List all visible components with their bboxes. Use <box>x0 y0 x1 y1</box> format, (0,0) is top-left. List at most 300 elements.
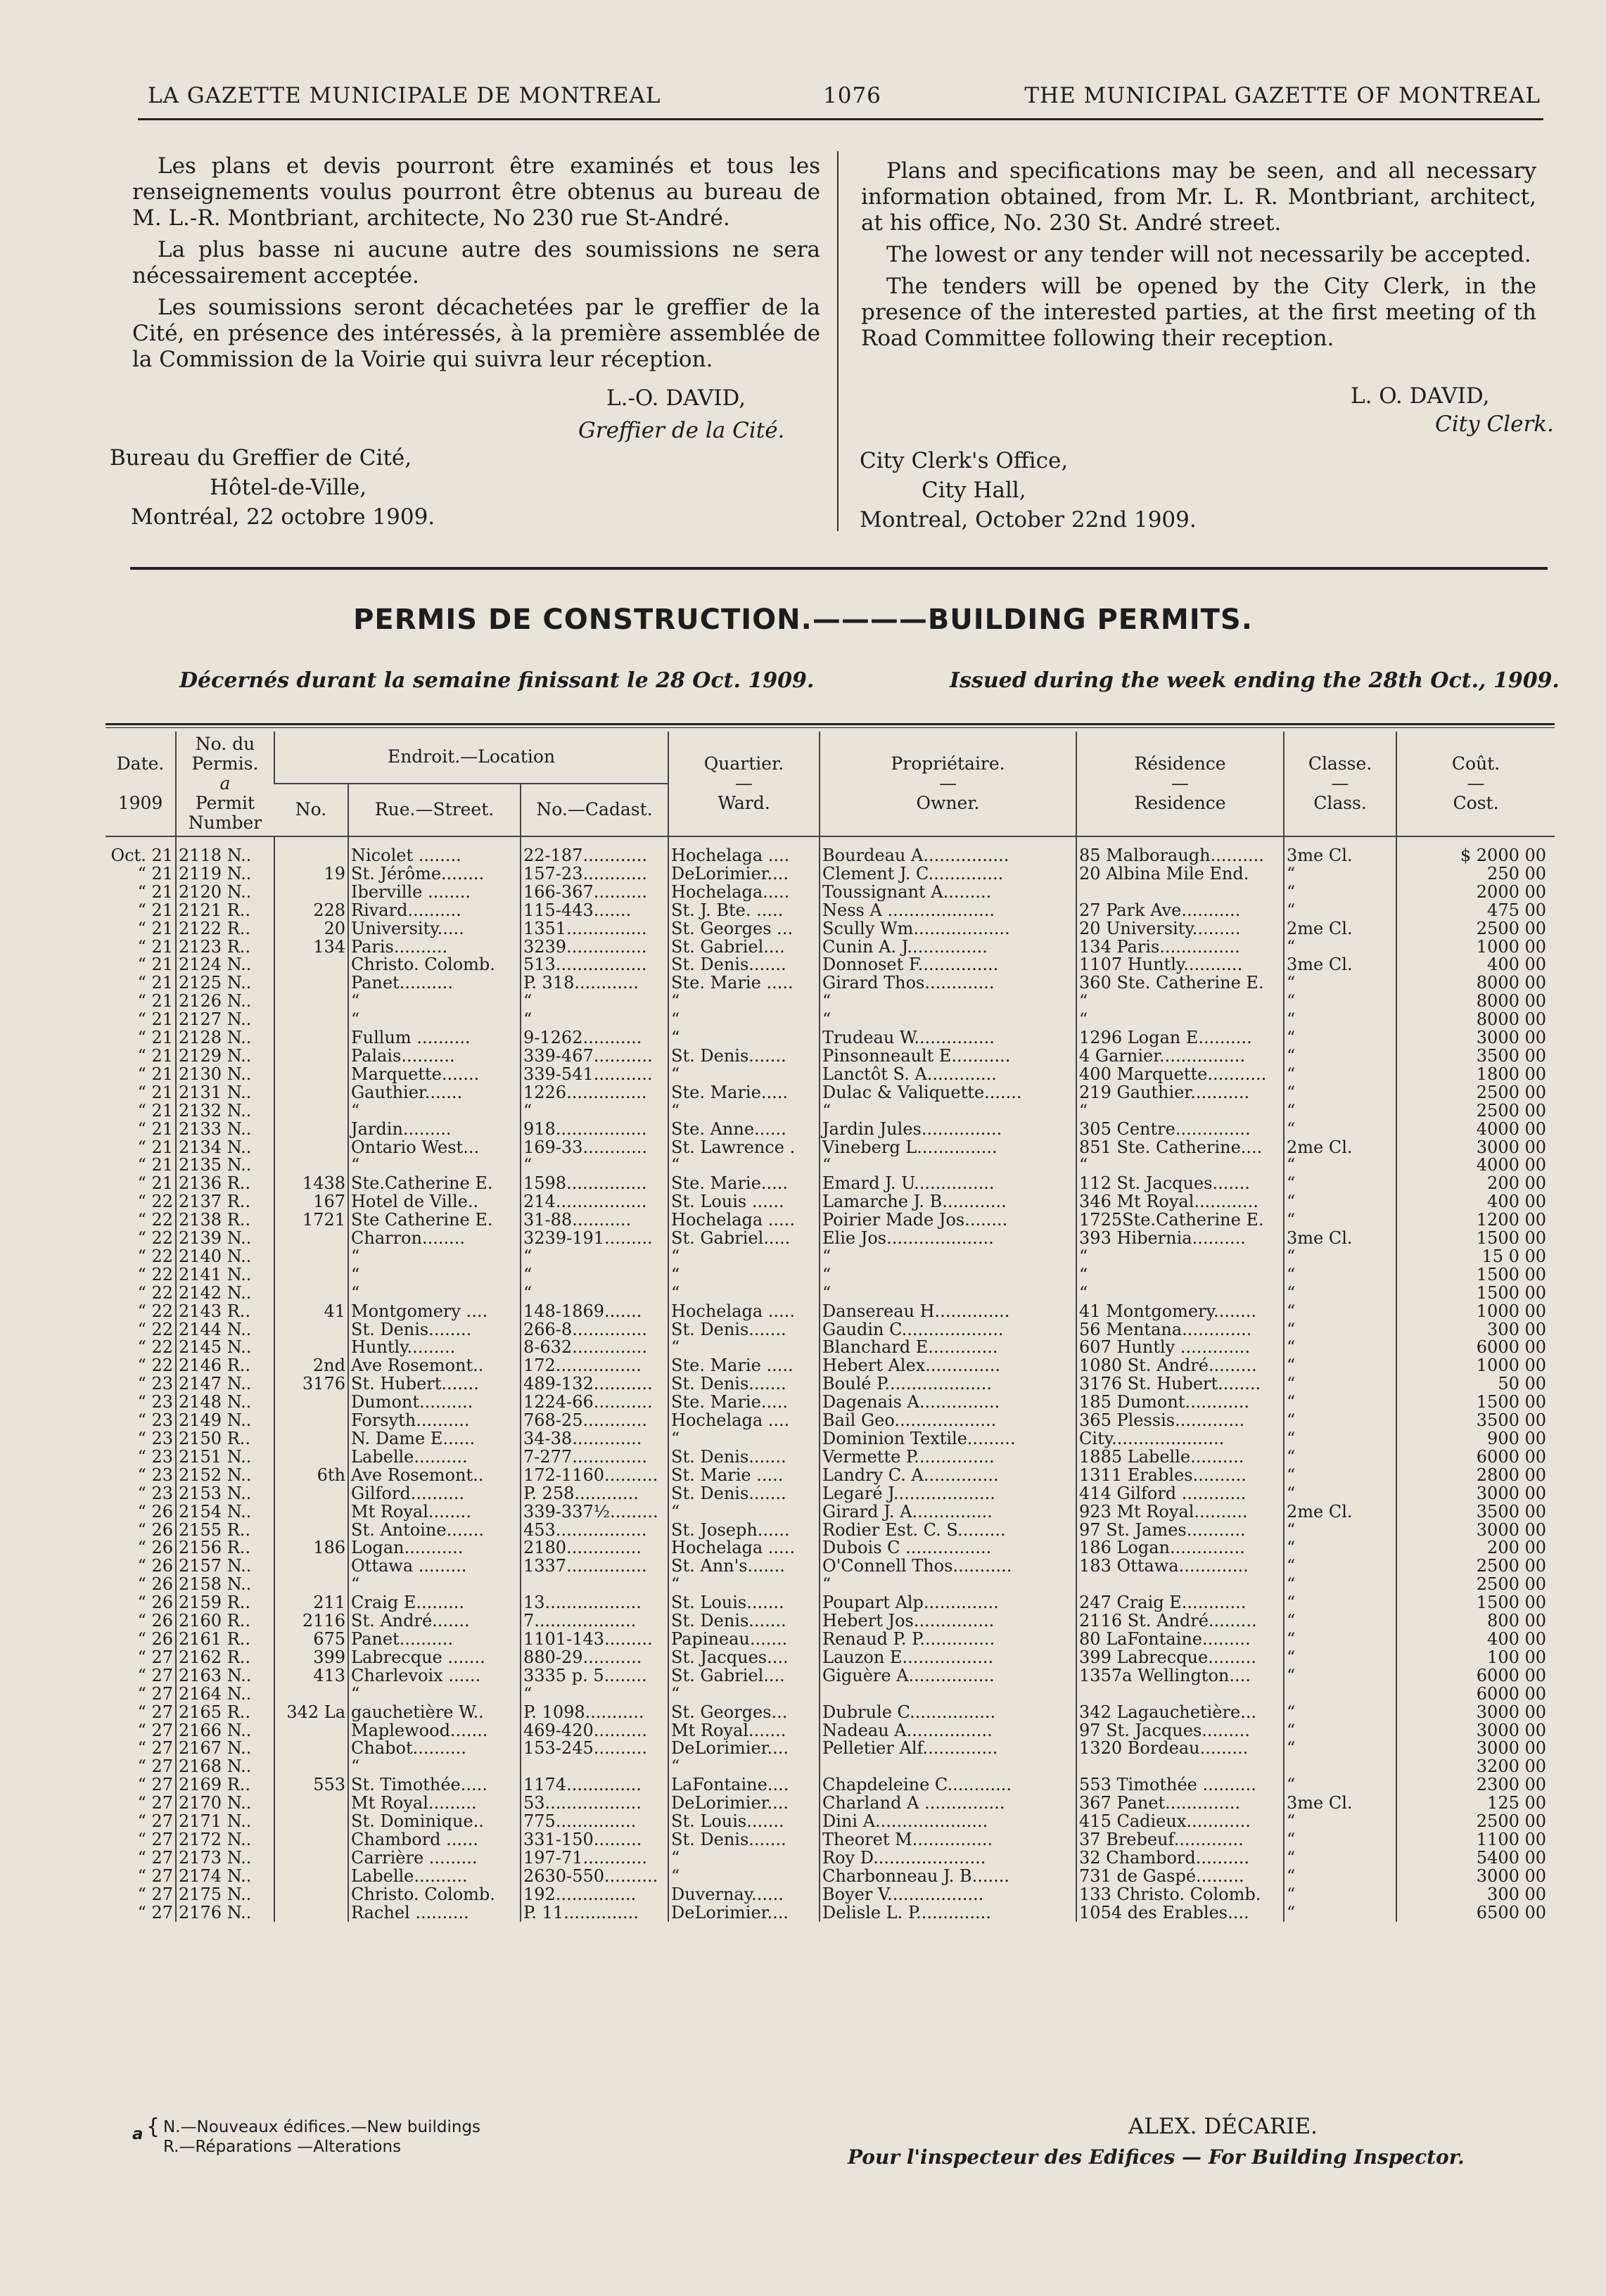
cell-street: “ <box>348 1284 521 1303</box>
cell-cadastre: 2180.............. <box>521 1539 668 1557</box>
cell-owner: “ <box>820 1284 1076 1303</box>
cell-residence: 41 Montgomery........ <box>1076 1303 1284 1321</box>
cell-cadastre: 339-337½......... <box>521 1503 668 1522</box>
cell-residence <box>1076 1685 1284 1704</box>
cell-number <box>274 1102 348 1121</box>
header-date: Date. 1909 <box>106 732 176 836</box>
cell-residence: 731 de Gaspé......... <box>1076 1868 1284 1886</box>
cell-date: “ 27 <box>137 1903 173 1922</box>
cell-cost: 6000 00 <box>1396 1339 1555 1357</box>
header-french-title: LA GAZETTE MUNICIPALE DE MONTREAL <box>148 83 661 108</box>
cell-date: “ 27 <box>137 1648 173 1667</box>
cell-date: “ 22 <box>137 1320 173 1339</box>
cell-owner: Girard Thos............. <box>820 974 1076 993</box>
cell-class: “ <box>1284 1886 1396 1904</box>
cell-ward: St. Denis....... <box>668 1047 820 1066</box>
english-paragraph-2: The lowest or any tender will not necessarily be accepted. <box>886 242 1531 267</box>
cell-street: N. Dame E...... <box>348 1430 521 1448</box>
cell-date: “ 22 <box>137 1357 173 1376</box>
cell-street: “ <box>348 1102 521 1121</box>
cell-date: “ 21 <box>137 901 173 920</box>
cell-ward: DeLorimier.... <box>668 865 820 884</box>
cell-residence: 133 Christo. Colomb. <box>1076 1886 1284 1904</box>
cell-permit: 2118 N.. <box>176 836 274 865</box>
table-row <box>106 1375 1555 1393</box>
cell-cost: 8000 00 <box>1396 993 1555 1011</box>
cell-permit: 2170 N.. <box>176 1794 274 1813</box>
english-signer-title: City Clerk. <box>1435 412 1554 437</box>
table-row <box>106 920 1555 938</box>
cell-permit: 2140 N.. <box>176 1248 274 1266</box>
cell-class: “ <box>1284 1467 1396 1485</box>
cell-cost: 100 00 <box>1396 1649 1555 1667</box>
cell-cadastre: “ <box>521 1156 668 1175</box>
table-row <box>106 1193 1555 1211</box>
cell-ward: “ <box>668 1576 820 1594</box>
cell-street: Labelle.......... <box>348 1448 521 1467</box>
cell-owner <box>820 1685 1076 1704</box>
cell-class: “ <box>1284 1284 1396 1303</box>
cell-date: Oct. 21 <box>110 846 173 865</box>
cell-street: Christo. Colomb. <box>348 956 521 974</box>
cell-cost: 6500 00 <box>1396 1904 1555 1922</box>
cell-class: “ <box>1284 1539 1396 1557</box>
inspector-title: Pour l'inspecteur des Edifices — For Building Inspector. <box>848 2145 1465 2169</box>
cell-ward: Hochelaga .... <box>668 1412 820 1430</box>
cell-residence: 1054 des Erables.... <box>1076 1904 1284 1922</box>
cell-ward: Ste. Anne...... <box>668 1121 820 1139</box>
cell-cost: 3200 00 <box>1396 1758 1555 1776</box>
cell-cost: 3000 00 <box>1396 1029 1555 1047</box>
cell-number <box>274 1321 348 1339</box>
cell-owner <box>820 1758 1076 1776</box>
cell-permit: 2141 N.. <box>176 1266 274 1284</box>
cell-cadastre: 2630-550.......... <box>521 1868 668 1886</box>
cell-street: Montgomery .... <box>348 1303 521 1321</box>
cell-permit: 2160 R.. <box>176 1612 274 1631</box>
cell-date: “ 26 <box>137 1557 173 1576</box>
cell-residence: 367 Panet.............. <box>1076 1794 1284 1813</box>
cell-cost: 1000 00 <box>1396 1357 1555 1375</box>
cell-permit: 2132 N.. <box>176 1102 274 1121</box>
cell-cost: 2300 00 <box>1396 1776 1555 1794</box>
cell-owner: Hebert Jos............... <box>820 1612 1076 1631</box>
cell-owner: Pelletier Alf.............. <box>820 1740 1076 1758</box>
cell-date: “ 21 <box>137 1120 173 1139</box>
cell-class: “ <box>1284 1266 1396 1284</box>
cell-owner: Vermette P............... <box>820 1448 1076 1467</box>
cell-cost: 2500 00 <box>1396 1557 1555 1576</box>
cell-cadastre: 339-541........... <box>521 1066 668 1084</box>
cell-class: “ <box>1284 1193 1396 1211</box>
cell-residence <box>1076 1758 1284 1776</box>
cell-permit: 2157 N.. <box>176 1557 274 1576</box>
table-row <box>106 1357 1555 1375</box>
cell-class <box>1284 1758 1396 1776</box>
cell-residence: 553 Timothée .......... <box>1076 1776 1284 1794</box>
cell-permit: 2138 R.. <box>176 1211 274 1230</box>
cell-street: St. Hubert....... <box>348 1375 521 1393</box>
table-row <box>106 1649 1555 1667</box>
cell-cost: 200 00 <box>1396 1175 1555 1193</box>
cell-date: “ 21 <box>137 1011 173 1030</box>
cell-cost: 1000 00 <box>1396 938 1555 957</box>
cell-ward: “ <box>668 1685 820 1704</box>
cell-street: Marquette....... <box>348 1066 521 1084</box>
cell-number <box>274 1029 348 1047</box>
cell-class: “ <box>1284 1011 1396 1029</box>
cell-permit: 2143 R.. <box>176 1303 274 1321</box>
cell-permit: 2130 N.. <box>176 1066 274 1084</box>
cell-owner: Dini A..................... <box>820 1813 1076 1831</box>
english-paragraph-3: The tenders will be opened by the City Clerk, in the presence of the interested parties, at the first meeting of th Road Committee following their reception. <box>861 274 1536 351</box>
cell-street: St. Denis........ <box>348 1321 521 1339</box>
cell-date: “ 26 <box>137 1539 173 1558</box>
cell-class: “ <box>1284 1121 1396 1139</box>
cell-owner: Nadeau A................ <box>820 1722 1076 1740</box>
cell-street: Jardin......... <box>348 1121 521 1139</box>
cell-owner: Toussignant A......... <box>820 884 1076 902</box>
cell-cadastre: 513................. <box>521 956 668 974</box>
cell-residence: 342 Lagauchetière... <box>1076 1704 1284 1722</box>
cell-class: “ <box>1284 1667 1396 1685</box>
cell-cadastre: 214................. <box>521 1193 668 1211</box>
header-number: No. <box>274 784 348 837</box>
cell-permit: 2161 R.. <box>176 1631 274 1649</box>
cell-class: 3me Cl. <box>1284 1230 1396 1248</box>
cell-date: “ 27 <box>137 1794 173 1813</box>
cell-residence: 414 Gilford ............ <box>1076 1485 1284 1503</box>
table-row <box>106 1393 1555 1412</box>
cell-cadastre: 197-71............ <box>521 1849 668 1868</box>
cell-cadastre: 53.................. <box>521 1794 668 1813</box>
cell-date: “ 27 <box>137 1813 173 1831</box>
cell-ward: “ <box>668 1758 820 1776</box>
cell-cadastre: 339-467........... <box>521 1047 668 1066</box>
french-signer: L.-O. DAVID, <box>606 385 746 411</box>
cell-ward: St. Lawrence . <box>668 1139 820 1157</box>
cell-date: “ 27 <box>137 1849 173 1868</box>
french-paragraph-2: La plus basse ni aucune autre des soumissions ne sera nécessairement acceptée. <box>132 237 820 288</box>
cell-street: Craig E......... <box>348 1594 521 1612</box>
cell-class: 2me Cl. <box>1284 920 1396 938</box>
header-cost: Coût. — Cost. <box>1396 732 1555 836</box>
cell-permit: 2153 N.. <box>176 1485 274 1503</box>
header-english-title: THE MUNICIPAL GAZETTE OF MONTREAL <box>1024 83 1541 108</box>
cell-cost: 1000 00 <box>1396 1303 1555 1321</box>
cell-street: St. Timothée..... <box>348 1776 521 1794</box>
cell-date: “ 21 <box>137 1029 173 1047</box>
table-row <box>106 1886 1555 1904</box>
cell-date: “ 27 <box>137 1685 173 1704</box>
cell-cost: 300 00 <box>1396 1321 1555 1339</box>
table-row <box>106 1467 1555 1485</box>
cell-number: 2116 <box>274 1612 348 1631</box>
cell-permit: 2128 N.. <box>176 1029 274 1047</box>
cell-cadastre: 7................... <box>521 1612 668 1631</box>
cell-number <box>274 956 348 974</box>
cell-number: 228 <box>274 902 348 920</box>
cell-cost: 50 00 <box>1396 1375 1555 1393</box>
cell-ward: Mt Royal....... <box>668 1722 820 1740</box>
cell-street: Iberville ........ <box>348 884 521 902</box>
cell-street: Labelle.......... <box>348 1868 521 1886</box>
cell-cadastre: 169-33............ <box>521 1139 668 1157</box>
cell-class: “ <box>1284 1776 1396 1794</box>
cell-ward: DeLorimier.... <box>668 1794 820 1813</box>
cell-permit: 2144 N.. <box>176 1321 274 1339</box>
cell-date: “ 21 <box>137 1102 173 1121</box>
table-row <box>106 1868 1555 1886</box>
cell-owner: Charbonneau J. B....... <box>820 1868 1076 1886</box>
cell-ward: “ <box>668 1430 820 1448</box>
cell-residence: 365 Plessis............. <box>1076 1412 1284 1430</box>
cell-owner: “ <box>820 1248 1076 1266</box>
cell-ward: St. Denis....... <box>668 956 820 974</box>
english-office-line-2: City Hall, <box>922 478 1026 503</box>
table-row <box>106 1813 1555 1831</box>
cell-residence: 1357a Wellington.... <box>1076 1667 1284 1685</box>
cell-number: 1438 <box>274 1175 348 1193</box>
cell-number: 2nd <box>274 1357 348 1375</box>
cell-ward: Hochelaga ..... <box>668 1211 820 1230</box>
cell-class: “ <box>1284 902 1396 920</box>
cell-street: St. Antoine....... <box>348 1522 521 1540</box>
table-row <box>106 1448 1555 1467</box>
cell-owner: Hebert Alex.............. <box>820 1357 1076 1375</box>
cell-date: “ 27 <box>137 1830 173 1849</box>
cell-owner: Rodier Est. C. S......... <box>820 1522 1076 1540</box>
cell-ward: “ <box>668 1339 820 1357</box>
cell-cost: 250 00 <box>1396 865 1555 884</box>
cell-residence: “ <box>1076 1284 1284 1303</box>
cell-ward: “ <box>668 1156 820 1175</box>
cell-permit: 2162 R.. <box>176 1649 274 1667</box>
cell-owner: Lamarche J. B............ <box>820 1193 1076 1211</box>
cell-number <box>274 1722 348 1740</box>
cell-residence: “ <box>1076 993 1284 1011</box>
cell-street: Panet.......... <box>348 974 521 993</box>
cell-cost: 200 00 <box>1396 1539 1555 1557</box>
cell-class: “ <box>1284 1868 1396 1886</box>
cell-class: “ <box>1284 1722 1396 1740</box>
cell-ward: Hochelaga ..... <box>668 1303 820 1321</box>
cell-number: 413 <box>274 1667 348 1685</box>
cell-class: “ <box>1284 1631 1396 1649</box>
cell-number: 20 <box>274 920 348 938</box>
cell-ward: St. Jacques.... <box>668 1649 820 1667</box>
cell-street: St. Dominique.. <box>348 1813 521 1831</box>
cell-permit: 2124 N.. <box>176 956 274 974</box>
cell-owner: “ <box>820 1102 1076 1121</box>
cell-date: “ 27 <box>137 1740 173 1759</box>
table-row <box>106 1230 1555 1248</box>
cell-ward: St. Denis....... <box>668 1375 820 1393</box>
cell-permit: 2173 N.. <box>176 1849 274 1868</box>
cell-owner: Scully Wm.................. <box>820 920 1076 938</box>
table-row <box>106 1758 1555 1776</box>
cell-class: 3me Cl. <box>1284 836 1396 865</box>
cell-number <box>274 1886 348 1904</box>
cell-cadastre: 157-23............ <box>521 865 668 884</box>
table-row <box>106 1612 1555 1631</box>
cell-residence: 183 Ottawa............. <box>1076 1557 1284 1576</box>
page-header <box>148 83 1541 118</box>
cell-cost: 475 00 <box>1396 902 1555 920</box>
cell-street: St. Jérôme........ <box>348 865 521 884</box>
cell-street: “ <box>348 1685 521 1704</box>
cell-residence: 415 Cadieux............ <box>1076 1813 1284 1831</box>
cell-number <box>274 1248 348 1266</box>
cell-number: 186 <box>274 1539 348 1557</box>
cell-number <box>274 993 348 1011</box>
cell-number: 167 <box>274 1193 348 1211</box>
table-row <box>106 1594 1555 1612</box>
cell-permit: 2164 N.. <box>176 1685 274 1704</box>
cell-permit: 2165 R.. <box>176 1704 274 1722</box>
legend-marker: a <box>132 2125 144 2143</box>
cell-cadastre <box>521 1576 668 1594</box>
cell-owner: Lanctôt S. A............. <box>820 1066 1076 1084</box>
cell-date: “ 21 <box>137 974 173 993</box>
cell-ward: Hochelaga..... <box>668 884 820 902</box>
french-paragraph-3: Les soumissions seront décachetées par le greffier de la Cité, en présence des intéressés, à la première assemblée de la Commission de la Voirie qui suivra leur réception. <box>132 295 820 372</box>
table-row <box>106 1685 1555 1704</box>
cell-class: “ <box>1284 1357 1396 1375</box>
cell-class: “ <box>1284 1175 1396 1193</box>
cell-date: “ 21 <box>137 919 173 938</box>
cell-cadastre: “ <box>521 993 668 1011</box>
cell-cadastre: 1351............... <box>521 920 668 938</box>
cell-number <box>274 884 348 902</box>
cell-date: “ 21 <box>137 993 173 1012</box>
table-row <box>106 1557 1555 1576</box>
cell-number <box>274 1758 348 1776</box>
cell-owner: O'Connell Thos........... <box>820 1557 1076 1576</box>
cell-cost: 6000 00 <box>1396 1448 1555 1467</box>
cell-class: “ <box>1284 1740 1396 1758</box>
cell-class: “ <box>1284 1375 1396 1393</box>
table-row <box>106 1412 1555 1430</box>
cell-owner: Poupart Alp.............. <box>820 1594 1076 1612</box>
cell-date: “ 22 <box>137 1193 173 1212</box>
cell-residence: 360 Ste. Catherine E. <box>1076 974 1284 993</box>
cell-cadastre: P. 1098........... <box>521 1704 668 1722</box>
cell-class: “ <box>1284 938 1396 957</box>
cell-cost: 125 00 <box>1396 1794 1555 1813</box>
table-row <box>106 1139 1555 1157</box>
cell-date: “ 26 <box>137 1612 173 1631</box>
cell-date: “ 21 <box>137 1138 173 1157</box>
cell-permit: 2166 N.. <box>176 1722 274 1740</box>
cell-date: “ 23 <box>137 1430 173 1448</box>
cell-cost: 1500 00 <box>1396 1266 1555 1284</box>
cell-street: Ave Rosemont.. <box>348 1467 521 1485</box>
cell-street: Nicolet ........ <box>348 836 521 865</box>
header-ward: Quartier. — Ward. <box>668 732 820 836</box>
table-row <box>106 1303 1555 1321</box>
french-paragraph-1: Les plans et devis pourront être examinés et tous les renseignements voulus pourront être obtenus au bureau de M. L.-R. Montbriant, architecte, No 230 rue St-André. <box>132 153 820 231</box>
cell-owner: “ <box>820 993 1076 1011</box>
cell-cost: 800 00 <box>1396 1612 1555 1631</box>
cell-residence: 1320 Bordeau......... <box>1076 1740 1284 1758</box>
permits-table <box>106 732 1555 1922</box>
cell-cost: 1500 00 <box>1396 1284 1555 1303</box>
cell-street: Gauthier....... <box>348 1084 521 1102</box>
cell-date: “ 26 <box>137 1576 173 1595</box>
table-row <box>106 1248 1555 1266</box>
table-row <box>106 1722 1555 1740</box>
cell-owner: Girard J. A............... <box>820 1503 1076 1522</box>
cell-permit: 2125 N.. <box>176 974 274 993</box>
cell-street: Fullum .......... <box>348 1029 521 1047</box>
cell-cost: 2500 00 <box>1396 920 1555 938</box>
cell-date: “ 21 <box>137 956 173 975</box>
cell-owner: Charland A ............... <box>820 1794 1076 1813</box>
cell-residence: 346 Mt Royal............ <box>1076 1193 1284 1211</box>
cell-cost: 4000 00 <box>1396 1156 1555 1175</box>
cell-ward: LaFontaine.... <box>668 1776 820 1794</box>
cell-street: Huntly......... <box>348 1339 521 1357</box>
cell-owner: Chapdeleine C............ <box>820 1776 1076 1794</box>
table-row <box>106 1321 1555 1339</box>
cell-permit: 2172 N.. <box>176 1831 274 1849</box>
cell-residence: 393 Hibernia.......... <box>1076 1230 1284 1248</box>
table-header-row <box>106 732 1555 784</box>
cell-ward: Duvernay...... <box>668 1886 820 1904</box>
cell-permit: 2126 N.. <box>176 993 274 1011</box>
cell-number <box>274 1230 348 1248</box>
cell-permit: 2150 R.. <box>176 1430 274 1448</box>
english-paragraph-1: Plans and specifications may be seen, and all necessary information obtained, from Mr. L. R. Montbriant, architect, at his office, No. 230 St. André street. <box>861 158 1536 236</box>
table-row <box>106 1485 1555 1503</box>
cell-owner: Delisle L. P.............. <box>820 1904 1076 1922</box>
cell-residence <box>1076 884 1284 902</box>
cell-cadastre: 1226............... <box>521 1084 668 1102</box>
cell-number <box>274 1685 348 1704</box>
french-office-line-3: Montréal, 22 octobre 1909. <box>131 504 435 530</box>
cell-owner: Giguère A................ <box>820 1667 1076 1685</box>
cell-date: “ 21 <box>137 883 173 902</box>
cell-number <box>274 1485 348 1503</box>
cell-class: “ <box>1284 1849 1396 1868</box>
cell-residence: 56 Mentana............. <box>1076 1321 1284 1339</box>
cell-ward: St. Ann's....... <box>668 1557 820 1576</box>
cell-owner: Legaré J................... <box>820 1485 1076 1503</box>
cell-owner: Renaud P. P.............. <box>820 1631 1076 1649</box>
cell-ward: Ste. Marie..... <box>668 1175 820 1193</box>
cell-permit: 2175 N.. <box>176 1886 274 1904</box>
cell-cost: 400 00 <box>1396 956 1555 974</box>
cell-ward: “ <box>668 1284 820 1303</box>
cell-number <box>274 1084 348 1102</box>
cell-ward: “ <box>668 1029 820 1047</box>
cell-street: Paris.......... <box>348 938 521 957</box>
cell-cost: 1500 00 <box>1396 1594 1555 1612</box>
cell-number <box>274 1503 348 1522</box>
table-row <box>106 1430 1555 1448</box>
page-number: 1076 <box>823 83 881 108</box>
cell-cost: 1500 00 <box>1396 1393 1555 1412</box>
cell-date: “ 23 <box>137 1484 173 1503</box>
cell-owner: Dubrule C................ <box>820 1704 1076 1722</box>
cell-cost: 3500 00 <box>1396 1412 1555 1430</box>
cell-street: Ontario West... <box>348 1139 521 1157</box>
legend-alterations: R.—Réparations —Alterations <box>163 2138 402 2156</box>
cell-cadastre: P. 318............ <box>521 974 668 993</box>
cell-ward: St. J. Bte. ..... <box>668 902 820 920</box>
cell-residence: 1311 Erables.......... <box>1076 1467 1284 1485</box>
